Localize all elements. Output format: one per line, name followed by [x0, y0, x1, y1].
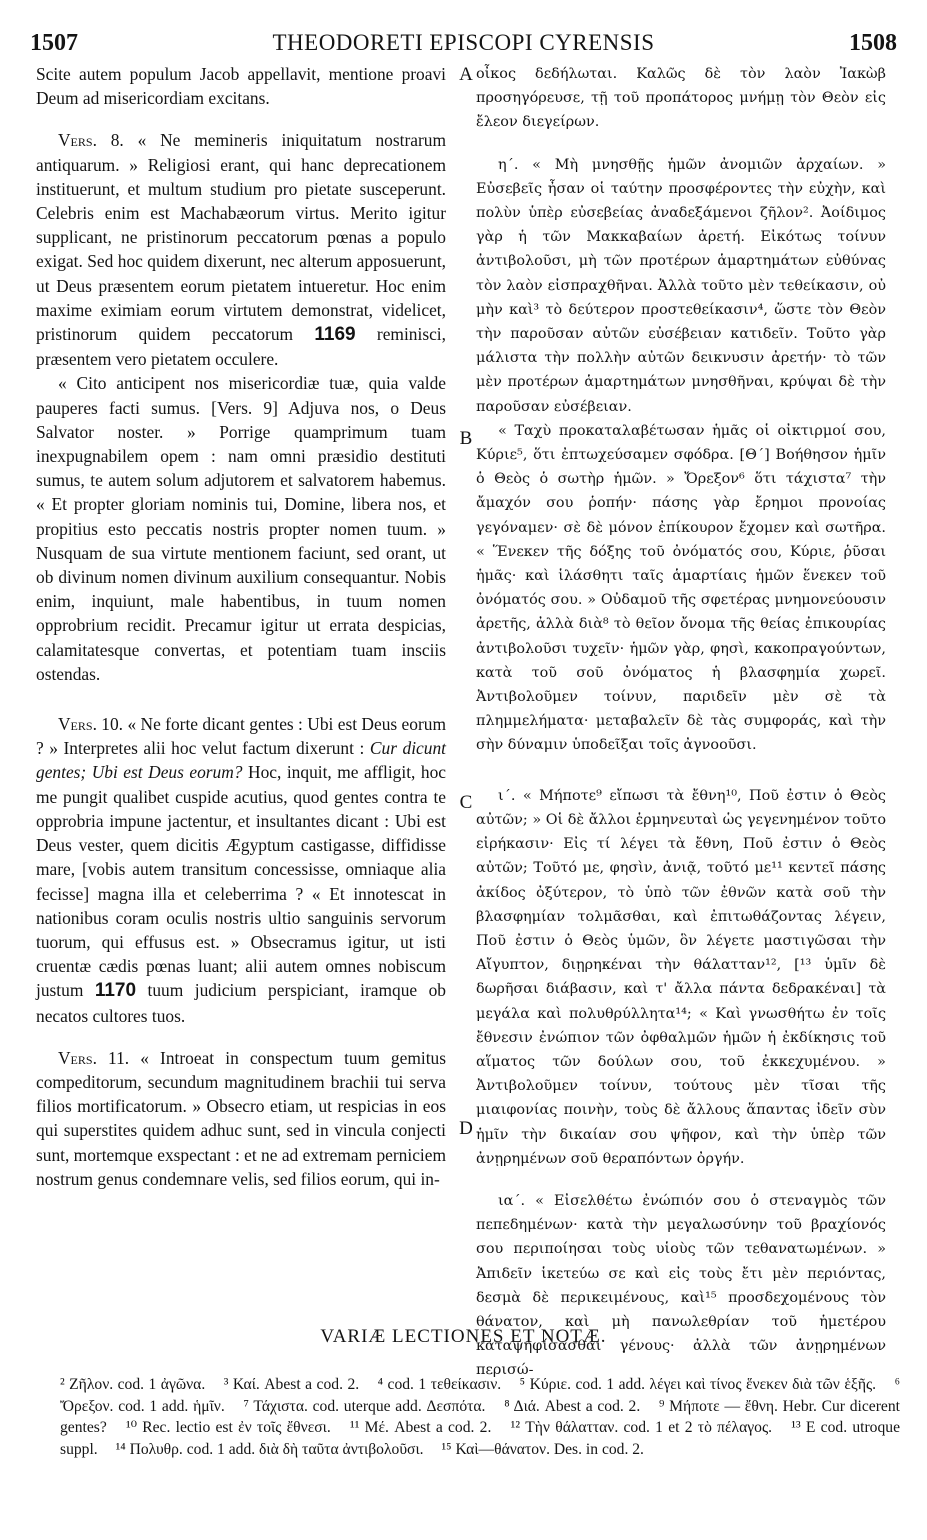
- greek-paragraph: ια΄. « Εἰσελθέτω ἐνώπιόν σου ὁ στεναγμὸς τῶν πεπεδημένων· κατὰ τὴν μεγαλωσύνην τοῦ βραχίονός σου περιποίησαι τοὺς υἱοὺς τῶν τεθανατωμένων. » Ἀπιδεῖν ἱκετεύω σε καὶ εἰς τοὺς ἔτι μὲν περιόντας, δεσμὰ δὲ περικειμένους, καὶ¹⁵ προσδεχομένους τὸν θάνατον, καὶ μὴ πανωλεθρίαν τοῦ ἡμετέρου καταψηφίσασθαι γένους· ἀλλὰ τῶν ἀνῃρημένων περισώ-: [476, 1192, 886, 1379]
- page-number-right: 1508: [849, 30, 897, 56]
- latin-column: [36, 62, 446, 1191]
- page-number-left: 1507: [30, 30, 78, 56]
- verse-label: Vers. 10.: [58, 714, 124, 735]
- note-item: ¹⁵ Καὶ—θάνατον. Des. in cod. 2.: [441, 1440, 644, 1458]
- note-item: ⁴ cod. 1 τεθείκασιν.: [377, 1376, 502, 1393]
- margin-letter-c: C: [459, 792, 473, 813]
- latin-paragraph: Vers. 11. « Introeat in conspectum tuum gemitus compeditorum, secundum magnitudinem brachii tui serva filios mortificatorum. » Obsecro etiam, ut respicias in eos qui superstites quidem adhuc sunt, sed in vincula conjecti sunt, mortemque exspectant : et ne ad extremam perniciem nostrum genus condemnare velis, sed filios eorum, qui in-: [36, 1047, 446, 1189]
- greek-paragraph: « Ταχὺ προκαταλαβέτωσαν ἡμᾶς οἱ οἰκτιρμοί σου, Κύριε⁵, ὅτι ἐπτωχεύσαμεν σφόδρα. [Θ΄] Βοήθησον ἡμῖν ὁ Θεὸς ὁ σωτὴρ ἡμῶν. » Ὄρεξον⁶ ὅτι τάχιστα⁷ τὴν ἄμαχόν σου ῥοπήν· πάσης γὰρ ἔρημοι προνοίας γεγόναμεν· σὲ δὲ μόνον ἐπίκουρον ἔχομεν καὶ σωτῆρα. « Ἕνεκεν τῆς δόξης τοῦ ὀνόματός σου, Κύριε, ῥῦσαι ἡμᾶς· καὶ ἱλάσθητι ταῖς ἁμαρτίαις ἡμῶν ἕνεκεν τοῦ ὀνόματός σου. » Οὐδαμοῦ τῆς σφετέρας μνημονεύουσιν ἀρετῆς, ἀλλὰ διὰ⁸ τὸ θεῖον ὄνομα τῆς θείας ἐπικουρίας ἀντιβολοῦσι τυχεῖν· ἡμῶν γὰρ, φησὶ, κακοπραγούντων, κατὰ τοῦ σοῦ ὀνόματος ἡ βλασφημία χωρεῖ. Ἀντιβολοῦμεν τοίνυν, παριδεῖν μὲν σὲ τὰ πλημμελήματα· μεταβαλεῖν δὲ τὰς συμφοράς, καὶ τὴν σὴν δύναμιν ὑποδεῖξαι τοῖς ἀγνοοῦσι.: [476, 422, 886, 754]
- margin-letter-b: B: [459, 428, 473, 449]
- column-number: 1170: [94, 980, 137, 1002]
- note-item: ³ Καί. Abest a cod. 2.: [223, 1376, 360, 1393]
- verse-label: Vers. 11.: [58, 1047, 130, 1068]
- note-item: ² Ζῆλον. cod. 1 ἀγῶνα.: [60, 1376, 206, 1393]
- column-number: 1169: [314, 324, 356, 346]
- notes-block: [60, 1374, 900, 1460]
- greek-column: [476, 62, 886, 1383]
- note-item: ⁶ Ὄρεξον. cod. 1 add. ἡμῖν.: [60, 1376, 900, 1415]
- note-item: ⁷ Τάχιστα. cod. uterque add. Δεσπότα.: [243, 1397, 486, 1415]
- page-header: [0, 28, 927, 64]
- margin-letter-d: D: [459, 1118, 473, 1139]
- note-item: ¹² Τὴν θάλατταν. cod. 1 et 2 τὸ πέλαγος.: [510, 1419, 773, 1436]
- latin-paragraph: Vers. 10. « Ne forte dicant gentes : Ubi est Deus eorum ? » Interpretes alii hoc velut factum dixerunt : Cur dicunt gentes; Ubi est Deus eorum? Hoc, inquit, me affligit, hoc me pungit qualibet cuspide acutius, quod gentes contra te opprobria impune jactentur, et insultantes dicant : Ubi est Deus vester, quem dicitis Ægyptum castigasse, diffidisse mare, [vobis autem transitum concessisse, omniaque alia fecisse] magna illa et celeberrima ? « Et innotescat in nationibus coram oculis nostris ultio sanguinis servorum tuorum, qui effusus est. » Obsecramus igitur, ut isti cruentæ cædis pœnas luant; alii autem omnes nobiscum justum 1170 tuum judicium perspiciant, iramque ob necatos cultores tuos.: [36, 714, 447, 1026]
- greek-paragraph: ι΄. « Μήποτε⁹ εἴπωσι τὰ ἔθνη¹⁰, Ποῦ ἐστιν ὁ Θεὸς αὐτῶν; » Οἱ δὲ ἄλλοι ἑρμηνευταὶ ὡς γεγενημένον τοῦτο εἰρήκασιν· Εἰς τί λέγει τὰ ἔθνη, Ποῦ ἐστιν ὁ Θεὸς αὐτῶν; Τοῦτό με, φησὶν, ἀνιᾷ, τοῦτό με¹¹ κεντεῖ πάσης ἀκίδος ὀξύτερον, τὸ ὑπὸ τῶν ἐθνῶν κατὰ σοῦ τὴν βλασφημίαν τολμᾶσθαι, καὶ ἐπιτωθάζοντας λέγειν, Ποῦ ἐστιν ὁ Θεὸς ὑμῶν, ὃν λέγετε μαστιγῶσαι τὴν Αἴγυπτον, διῃρηκέναι τὴν θάλατταν¹², [¹³ ὑμῖν δὲ δωρῆσαι διάβασιν, καὶ τ' ἄλλα πάντα δεδρακέναι] τὰ μεγάλα καὶ πολυθρύλλητα¹⁴; « Καὶ γνωσθήτω ἐν τοῖς ἔθνεσιν ἐνώπιον τῶν ὀφθαλμῶν ἡμῶν ἡ ἐκδίκησις τοῦ αἵματος τῶν δούλων σου, τοῦ ἐκκεχυμένου. » Ἀντιβολοῦμεν τοίνυν, τούτους μὲν τῖσαι τῆς μιαιφονίας ποινὴν, τοὺς δὲ ἄλλους ἅπαντας ἰδεῖν σὺν ἡμῖν τὴν δικαίαν σου ψῆφον, καὶ τὴν ὑπὲρ τῶν ἀνῃρημένων σοῦ θεραπόντων ὀργήν.: [476, 787, 886, 1167]
- note-item: ¹¹ Μέ. Abest a cod. 2.: [350, 1419, 492, 1436]
- note-item: ⁹ Μήποτε — ἔθνη. Hebr. Cur dicerent gentes?: [60, 1397, 900, 1436]
- greek-paragraph: η΄. « Μὴ μνησθῇς ἡμῶν ἀνομιῶν ἀρχαίων. » Εὐσεβεῖς ἦσαν οἱ ταύτην προσφέροντες τὴν εὐχὴν, καὶ πολὺν ὑπὲρ εὐσεβείας ἀναδεξάμενοι ζῆλον². Ἀοίδιμος γὰρ ἡ τῶν Μακκαβαίων ἀρετή. Εἰκότως τοίνυν ἀντιβολοῦσι, μὴ τῶν προτέρων ἁμαρτημάτων εὐθύνας τὸν λαὸν εἰσπραχθῆναι. Ἀλλὰ τοῦτο μὲν τεθείκασιν, οὐ μὴν καὶ³ τὸ δεύτερον προστεθείκασιν⁴, ὥστε τὸν Θεὸν τὴν παροῦσαν αὐτῶν εὐσέβειαν κατιδεῖν. Τοῦτο γὰρ μάλιστα τὴν πολλὴν αὐτῶν δεικνυσιν ἀρετήν· τὸ τῶν μὲν προτέρων ἁμαρτημάτων μνησθῆναι, κρύψαι δὲ τὴν παροῦσαν εὐσέβειαν.: [476, 156, 886, 415]
- note-item: ¹³ E cod. utroque suppl.: [60, 1419, 900, 1458]
- note-item: ⁸ Διά. Abest a cod. 2.: [504, 1397, 641, 1415]
- note-item: ¹⁴ Πολυθρ. cod. 1 add. διὰ δὴ ταῦτα ἀντιβολοῦσι.: [115, 1440, 424, 1458]
- note-item: ¹⁰ Rec. lectio est ἐν τοῖς ἔθνεσι.: [126, 1419, 331, 1436]
- running-title: THEODORETI EPISCOPI CYRENSIS: [272, 30, 655, 55]
- latin-paragraph: Scite autem populum Jacob appellavit, mentione proavi Deum ad misericordiam excitans.: [36, 64, 446, 109]
- greek-paragraph: οἶκος δεδήλωται. Καλῶς δὲ τὸν λαὸν Ἰακὼβ προσηγόρευσε, τῇ τοῦ προπάτορος μνήμῃ τὸν Θεὸν εἰς ἔλεον διεγείρων.: [476, 66, 886, 131]
- notes-title: VARIÆ LECTIONES ET NOTÆ.: [320, 1326, 607, 1347]
- verse-label: Vers. 8.: [58, 130, 124, 151]
- latin-paragraph: « Cito anticipent nos misericordiæ tuæ, quia valde pauperes facti sumus. [Vers. 9] Adjuva nos, o Deus Salvator noster. » Porrige quamprimum tuam inexpugnabilem opem : nam omni præsidio destituti sumus, te autem solum adjutorem et salvatorem habemus. « Et propter gloriam nominis tui, Domine, libera nos, et propitius esto peccatis nostris propter nomen tuum. » Nusquam de sua virtute mentionem faciunt, sed orant, ut ob divinum nomen divinum auxilium consequantur. Nobis enim, inquiunt, male habentibus, in tuum nomen opprobrium recidit. Precamur igitur ut errata despicias, calamitatesque convertas, et potentiam tuam insciis ostendas.: [36, 373, 446, 684]
- margin-letter-a: A: [459, 64, 473, 85]
- note-item: ⁵ Κύριε. cod. 1 add. λέγει καὶ τίνος ἕνεκεν διὰ τῶν ἑξῆς.: [519, 1376, 877, 1393]
- latin-paragraph: Vers. 8. « Ne memineris iniquitatum nostrarum antiquarum. » Religiosi erant, qui hanc deprecationem instituerunt, et multum studium pro pietate susceperunt. Celebris enim est Machabæorum virtus. Merito igitur supplicant, ne pristinorum peccatorum pœnas a populo exigat. Sed hoc quidem dixerunt, nec alterum apposuerunt, ut Deus præsentem eorum pietatem intueretur. Hoc enim maxime eximiam eorum virtutem demonstrat, videlicet, pristinorum quidem peccatorum 1169 reminisci, præsentem vero pietatem occulere.: [36, 130, 446, 370]
